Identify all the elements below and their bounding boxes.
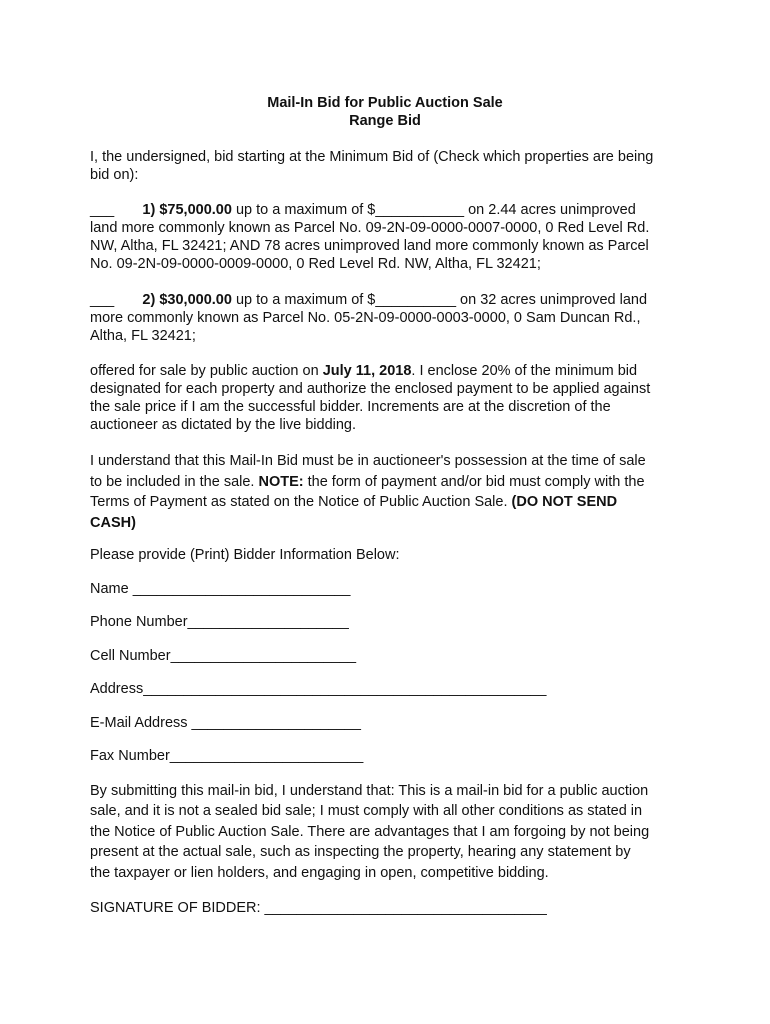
property-2-number: 2) (142, 292, 156, 308)
offer-line: designated for each property and authorize the enclosed payment to be applied against (90, 381, 651, 397)
document-subtitle: Range Bid (349, 113, 421, 129)
property-1-paragraph (90, 201, 682, 273)
fax-field[interactable]: Fax Number________________________ (90, 748, 364, 764)
understand-line (90, 472, 682, 493)
understand-line: I understand that this Mail-In Bid must be in auctioneer's possession at the time of sale (90, 453, 646, 469)
property-2-first-line (90, 291, 682, 309)
understand-line: CASH) (90, 514, 136, 531)
intro-line: bid on): (90, 167, 139, 183)
property-1-line: NW, Altha, FL 32421; AND 78 acres unimproved land more commonly known as Parcel (90, 238, 649, 254)
closing-line: sale, and it is not a sealed bid sale; I must comply with all other conditions as stated in (90, 803, 643, 820)
title-block (0, 94, 770, 130)
offer-line: auctioneer as dictated by the live bidding. (90, 417, 357, 433)
intro-line: I, the undersigned, bid starting at the Minimum Bid of (Check which properties are being (90, 149, 654, 165)
intro-paragraph (90, 148, 682, 184)
understand-line2-pre: to be included in the sale. (90, 473, 255, 490)
closing-paragraph (90, 781, 682, 883)
do-not-send-cash: (DO NOT SEND (511, 494, 618, 510)
name-field[interactable]: Name ___________________________ (90, 581, 351, 597)
understand-paragraph (90, 451, 682, 533)
offer-first-line (90, 362, 682, 380)
property-1-first-line (90, 201, 682, 219)
property-1-checkbox[interactable]: ___ (90, 202, 115, 218)
offer-pre: offered for sale by public auction on (90, 363, 319, 379)
offer-post: . I enclose 20% of the minimum bid (411, 363, 638, 379)
email-field[interactable]: E-Mail Address _____________________ (90, 715, 361, 731)
auction-date: July 11, 2018 (322, 363, 412, 379)
property-2-checkbox[interactable]: ___ (90, 292, 115, 308)
property-1-line: No. 09-2N-09-0000-0009-0000, 0 Red Level Rd. NW, Altha, FL 32421; (90, 256, 541, 272)
understand-line (90, 492, 682, 513)
property-2-amount: $30,000.00 (159, 292, 232, 308)
offer-paragraph (90, 362, 682, 434)
property-2-line: Altha, FL 32421; (90, 328, 196, 344)
closing-line: By submitting this mail-in bid, I understand that: This is a mail-in bid for a public auction (90, 783, 649, 799)
closing-line: the taxpayer or lien holders, and engaging in open, competitive bidding. (90, 864, 549, 881)
property-2-line: more commonly known as Parcel No. 05-2N-09-0000-0003-0000, 0 Sam Duncan Rd., (90, 310, 641, 326)
phone-field[interactable]: Phone Number____________________ (90, 614, 349, 630)
property-1-amount: $75,000.00 (159, 202, 232, 218)
note-label: NOTE: (258, 473, 304, 490)
cell-field[interactable]: Cell Number_______________________ (90, 648, 357, 664)
bidder-prompt: Please provide (Print) Bidder Information Below: (90, 547, 400, 563)
property-1-number: 1) (142, 202, 156, 218)
closing-line: the Notice of Public Auction Sale. There are advantages that I am forgoing by not being (90, 823, 650, 840)
closing-line: present at the actual sale, such as inspecting the property, hearing any statement by (90, 844, 631, 861)
understand-line2-post: the form of payment and/or bid must comply with the (307, 473, 645, 490)
document-title: Mail-In Bid for Public Auction Sale (267, 95, 503, 111)
property-2-text: up to a maximum of $__________ on 32 acres unimproved land (235, 292, 648, 308)
offer-line: the sale price if I am the successful bidder. Increments are at the discretion of the (90, 399, 611, 415)
property-1-line: land more commonly known as Parcel No. 09-2N-09-0000-0007-0000, 0 Red Level Rd. (90, 220, 650, 236)
signature-field[interactable]: SIGNATURE OF BIDDER: ___________________________________ (90, 900, 547, 916)
property-1-text: up to a maximum of $___________ on 2.44 acres unimproved (235, 202, 636, 218)
address-field[interactable]: Address__________________________________________________ (90, 681, 547, 697)
understand-line3-pre: Terms of Payment as stated on the Notice of Public Auction Sale. (90, 494, 508, 510)
property-2-paragraph (90, 291, 682, 345)
